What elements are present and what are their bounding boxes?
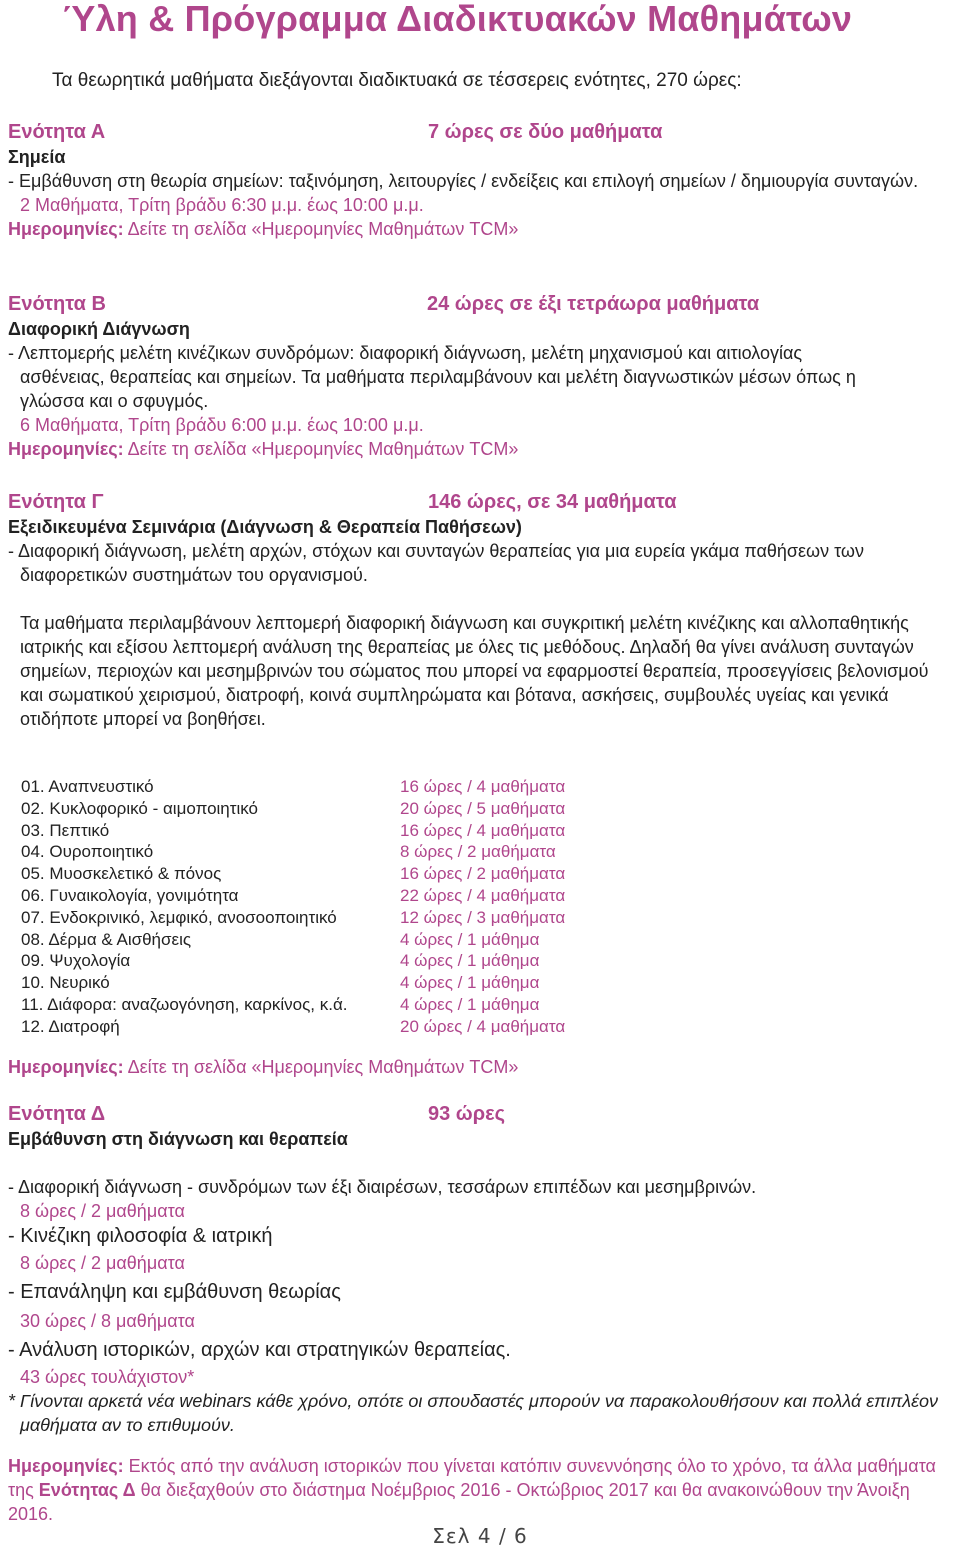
unit-d-items <box>8 1175 953 1437</box>
unit-a-subject: Σημεία <box>8 147 66 167</box>
dates-label: Ημερομηνίες: <box>8 439 124 459</box>
list-item <box>21 950 641 972</box>
unit-d-item-text: - Επανάληψη και εμβάθυνση θεωρίας <box>8 1281 341 1303</box>
list-item <box>21 885 641 907</box>
module-name: 08. Δέρμα & Αισθήσεις <box>21 929 192 949</box>
list-item <box>21 863 641 885</box>
module-list <box>21 776 641 1038</box>
unit-d-item-hours: 8 ώρες / 2 μαθήματα <box>20 1253 185 1273</box>
final-dates-part-b: θα διεξαχθούν στο διάστημα Νοέμβριος 2016 - Οκτώβριος 2017 και θα ανακοινώθουν την Άνοιξη 2016. <box>8 1480 910 1524</box>
module-name: 02. Κυκλοφορικό - αιμοποιητικό <box>21 798 258 818</box>
dates-reference: Δείτε τη σελίδα «Ημερομηνίες Μαθημάτων TCM» <box>123 439 519 459</box>
module-name: 10. Νευρικό <box>21 973 110 993</box>
module-hours: 16 ώρες / 2 μαθήματα <box>400 864 566 884</box>
unit-d-final-dates <box>8 1454 948 1526</box>
list-item <box>21 929 641 951</box>
page-title: Ύλη & Πρόγραμμα Διαδικτυακών Μαθημάτων <box>62 0 853 39</box>
unit-b-subject: Διαφορική Διάγνωση <box>8 319 190 339</box>
module-hours: 4 ώρες / 1 μάθημα <box>400 994 540 1014</box>
unit-a-schedule: 2 Μαθήματα, Τρίτη βράδυ 6:30 μ.μ. έως 10:00 μ.μ. <box>20 195 424 215</box>
module-hours: 4 ώρες / 1 μάθημα <box>400 973 540 993</box>
list-item <box>21 907 641 929</box>
module-hours: 16 ώρες / 4 μαθήματα <box>400 820 566 840</box>
intro-text: Τα θεωρητικά μαθήματα διεξάγονται διαδικτυακά σε τέσσερεις ενότητες, 270 ώρες: <box>52 70 742 91</box>
unit-a-name: Ενότητα Α <box>8 121 106 143</box>
unit-d-name: Ενότητα Δ <box>8 1103 106 1125</box>
unit-c-dates-line <box>8 1055 953 1079</box>
list-item <box>21 776 641 798</box>
unit-a-bullet: - Εμβάθυνση στη θεωρία σημείων: ταξινόμηση, λειτουργίες / ενδείξεις και επιλογή σημείων / δημιουργία συνταγών. <box>8 171 919 191</box>
dates-label: Ημερομηνίες: <box>8 219 124 239</box>
unit-d-item-text: - Διαφορική διάγνωση - συνδρόμων των έξι διαιρέσων, τεσσάρων επιπέδων και μεσημβρινών. <box>8 1177 757 1197</box>
unit-d-item-text: - Κινέζικη φιλοσοφία & ιατρική <box>8 1225 273 1247</box>
module-hours: 8 ώρες / 2 μαθήματα <box>400 842 556 862</box>
unit-d-item-hours: 43 ώρες τουλάχιστον* <box>20 1367 195 1387</box>
unit-d-item-hours: 30 ώρες / 8 μαθήματα <box>20 1311 195 1331</box>
unit-b-bullet: - Λεπτομερής μελέτη κινέζικων συνδρόμων: διαφορική διάγνωση, μελέτη μηχανισμού και αιτιολογίας ασθένειας, θεραπείας και σημείων. Τα μαθήματα περιλαμβάνουν και μελέτη διαγνωστικών μέσων όπως η γλώσσα και ο σφυγμός. <box>8 343 856 411</box>
module-name: 03. Πεπτικό <box>21 820 110 840</box>
list-item <box>21 1016 641 1038</box>
list-item <box>21 972 641 994</box>
module-name: 05. Μυοσκελετικό & πόνος <box>21 864 222 884</box>
list-item <box>21 820 641 842</box>
list-item <box>21 994 641 1016</box>
final-dates-bold: Ενότητας Δ <box>38 1480 136 1500</box>
module-hours: 20 ώρες / 4 μαθήματα <box>400 1016 566 1036</box>
module-hours: 12 ώρες / 3 μαθήματα <box>400 907 566 927</box>
module-hours: 4 ώρες / 1 μάθημα <box>400 951 540 971</box>
module-name: 01. Αναπνευστικό <box>21 777 154 796</box>
module-name: 11. Διάφορα: αναζωογόνηση, καρκίνος, κ.ά. <box>21 994 348 1014</box>
unit-c-subject: Εξειδικευμένα Σεμινάρια (Διάγνωση & Θεραπεία Παθήσεων) <box>8 517 522 537</box>
unit-c-hours: 146 ώρες, σε 34 μαθήματα <box>428 491 677 513</box>
list-item <box>21 798 641 820</box>
module-hours: 22 ώρες / 4 μαθήματα <box>400 885 566 905</box>
dates-reference: Δείτε τη σελίδα «Ημερομηνίες Μαθημάτων TCM» <box>123 1057 519 1077</box>
unit-c-dates <box>8 1055 953 1079</box>
unit-b <box>8 293 953 461</box>
final-dates-text <box>8 1454 948 1526</box>
unit-c <box>8 491 953 731</box>
unit-b-dates <box>8 437 953 461</box>
module-name: 12. Διατροφή <box>21 1016 120 1036</box>
module-hours: 16 ώρες / 4 μαθήματα <box>400 777 566 796</box>
unit-d-item-text: - Ανάλυση ιστορικών, αρχών και στρατηγικών θεραπείας. <box>8 1339 511 1361</box>
unit-b-name: Ενότητα Β <box>8 293 106 315</box>
unit-a-dates <box>8 217 953 241</box>
unit-a-hours: 7 ώρες σε δύο μαθήματα <box>428 121 663 143</box>
unit-b-schedule: 6 Μαθήματα, Τρίτη βράδυ 6:00 μ.μ. έως 10:00 μ.μ. <box>20 415 424 435</box>
unit-d-hours: 93 ώρες <box>428 1103 505 1125</box>
final-dates-part-a: Εκτός από την ανάλυση ιστορικών που γίνεται κατόπιν συνεννόησης όλο το χρόνο, τα άλλα μαθήματα της <box>8 1456 936 1500</box>
unit-c-name: Ενότητα Γ <box>8 491 104 513</box>
dates-label: Ημερομηνίες: <box>8 1456 124 1476</box>
unit-d-subject: Εμβάθυνση στη διάγνωση και θεραπεία <box>8 1129 348 1149</box>
unit-a <box>8 121 953 241</box>
unit-d-footnote: * Γίνονται αρκετά νέα webinars κάθε χρόνο, οπότε οι σπουδαστές μπορούν να παρακολουθήσουν και πολλά επιπλέον μαθήματα αν το επιθυμούν. <box>8 1391 939 1435</box>
module-name: 06. Γυναικολογία, γονιμότητα <box>21 885 239 905</box>
unit-c-paragraph: Τα μαθήματα περιλαμβάνουν λεπτομερή διαφορική διάγνωση και συγκριτική μελέτη κινέζικης και αλλοπαθητικής ιατρικής και εξίσου λεπτομερή ανάλυση της θεραπείας με όλες τις μεθόδους. Δηλαδή θα γίνει ανάλυση συνταγών σημείων, περιοχών και μεσημβρινών του σώματος που μπορεί να εφαρμοστεί θεραπεία, προσεγγίσεις βελονισμού και σωματικού χειρισμού, διατροφή, κοινά συμπληρώματα και βότανα, ασκήσεις, συμβουλές υγείας και γενικά οτιδήποτε μπορεί να βοηθήσει. <box>20 613 929 729</box>
module-hours: 4 ώρες / 1 μάθημα <box>400 929 540 949</box>
unit-b-hours: 24 ώρες σε έξι τετράωρα μαθήματα <box>427 293 760 315</box>
dates-label: Ημερομηνίες: <box>8 1057 124 1077</box>
module-name: 09. Ψυχολογία <box>21 951 131 971</box>
module-hours: 20 ώρες / 5 μαθήματα <box>400 798 566 818</box>
unit-d-item-hours: 8 ώρες / 2 μαθήματα <box>20 1201 185 1221</box>
unit-d <box>8 1103 953 1151</box>
unit-c-bullet: - Διαφορική διάγνωση, μελέτη αρχών, στόχων και συνταγών θεραπείας για μια ευρεία γκάμα παθήσεων των διαφορετικών συστημάτων του οργανισμού. <box>8 541 864 585</box>
module-name: 04. Ουροποιητικό <box>21 842 154 862</box>
page-number: Σελ 4 / 6 <box>432 1524 528 1548</box>
dates-reference: Δείτε τη σελίδα «Ημερομηνίες Μαθημάτων TCM» <box>123 219 519 239</box>
list-item <box>21 841 641 863</box>
module-name: 07. Ενδοκρινικό, λεμφικό, ανοσοοποιητικό <box>21 907 337 927</box>
